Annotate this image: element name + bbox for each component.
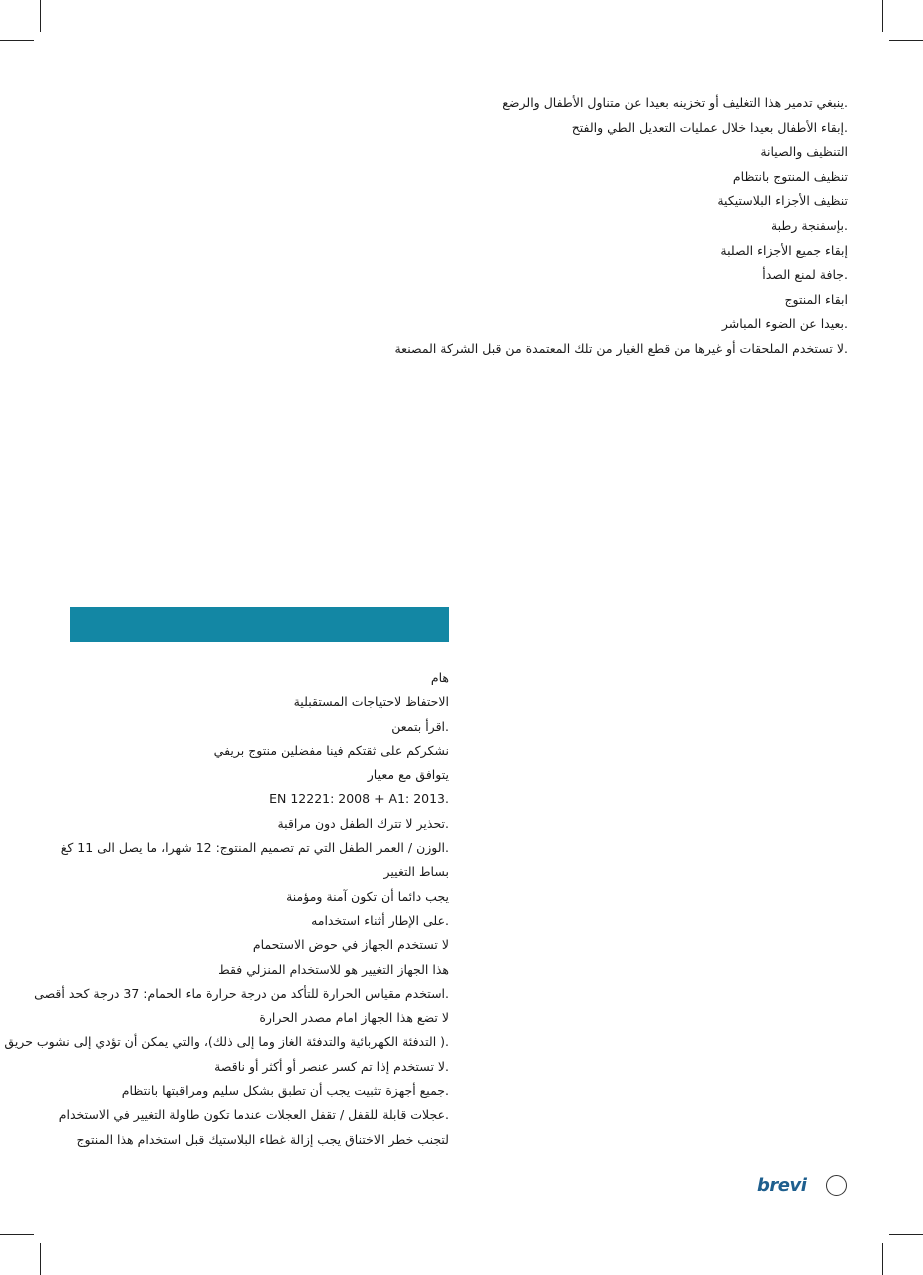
crop-mark: [889, 1234, 923, 1235]
text-line: .تحذير لا تترك الطفل دون مراقبة: [277, 815, 449, 831]
text-line: .( التدفئة الكهربائية والتدفئة الغاز وما إلى ذلك)، والتي يمكن أن تؤدي إلى نشوب حريق: [4, 1034, 449, 1050]
text-line: .جافة لمنع الصدأ: [762, 267, 848, 283]
text-line: لتجنب خطر الاختناق يجب إزالة غطاء البلاستيك قبل استخدام هذا المنتوج: [76, 1131, 449, 1147]
text-line: هذا الجهاز التغيير هو للاستخدام المنزلي فقط: [218, 961, 449, 977]
crop-mark: [882, 1243, 883, 1275]
text-line: بساط التغيير: [383, 864, 449, 880]
text-line: .اقرأ بتمعن: [391, 718, 449, 734]
text-line: تنظيف المنتوج بانتظام: [732, 168, 848, 184]
section-heading: التنظيف والصيانة: [760, 144, 848, 160]
crop-mark: [40, 1243, 41, 1275]
text-line: إبقاء جميع الأجزاء الصلبة: [720, 242, 848, 258]
top-text-column: [394, 91, 848, 362]
crop-mark: [889, 40, 923, 41]
text-line: .بإسفنجة رطبة: [770, 217, 848, 233]
text-line: .لا تستخدم الملحقات أو غيرها من قطع الغيار من تلك المعتمدة من قبل الشركة المصنعة: [394, 340, 848, 356]
text-line: .لا تستخدم إذا تم كسر عنصر أو أكثر أو ناقصة: [214, 1058, 449, 1074]
text-line: لا تضع هذا الجهاز امام مصدر الحرارة: [259, 1010, 449, 1026]
crop-mark: [0, 1234, 34, 1235]
text-line: الاحتفاظ لاحتياجات المستقبلية: [293, 694, 449, 710]
text-line: .ينبغي تدمير هذا التغليف أو تخزينه بعيدا عن متناول الأطفال والرضع: [502, 95, 848, 110]
text-line: .جميع أجهزة تثبيت يجب أن تطبق بشكل سليم ومراقبتها بانتظام: [121, 1083, 449, 1099]
text-line: ابقاء المنتوج: [784, 291, 848, 307]
standard-code: EN 12221: 2008 + A1: 2013.: [269, 791, 449, 807]
text-line: .على الإطار أثناء استخدامه: [311, 912, 449, 928]
text-line: .عجلات قابلة للقفل / تقفل العجلات عندما تكون طاولة التغيير في الاستخدام: [58, 1107, 449, 1123]
text-line: نشكركم على ثقتكم فينا مفضلين منتوج بريفي: [213, 742, 449, 758]
page-number-circle: [826, 1175, 847, 1196]
text-line: يتوافق مع معيار: [367, 767, 449, 783]
text-line: .استخدم مقياس الحرارة للتأكد من درجة حرارة ماء الحمام: 37 درجة كحد أقصى: [34, 985, 449, 1001]
section-heading: هام: [430, 670, 449, 685]
text-line: لا تستخدم الجهاز في حوض الاستحمام: [252, 937, 449, 953]
text-line: .إبقاء الأطفال بعيدا خلال عمليات التعديل الطي والفتح: [571, 119, 848, 135]
crop-mark: [40, 0, 41, 32]
crop-mark: [0, 40, 34, 41]
text-line: تنظيف الأجزاء البلاستيكية: [717, 193, 848, 209]
bottom-text-column: [4, 666, 449, 1152]
crop-mark: [882, 0, 883, 32]
text-line: يجب دائما أن تكون آمنة ومؤمنة: [286, 888, 449, 904]
text-line: .بعيدا عن الضوء المباشر: [721, 316, 848, 332]
text-line: .الوزن / العمر الطفل التي تم تصميم المنتوج: 12 شهرا، ما يصل الى 11 كغ: [60, 840, 449, 856]
section-header-band: [70, 607, 449, 642]
brevi-logo: brevi: [757, 1175, 807, 1196]
